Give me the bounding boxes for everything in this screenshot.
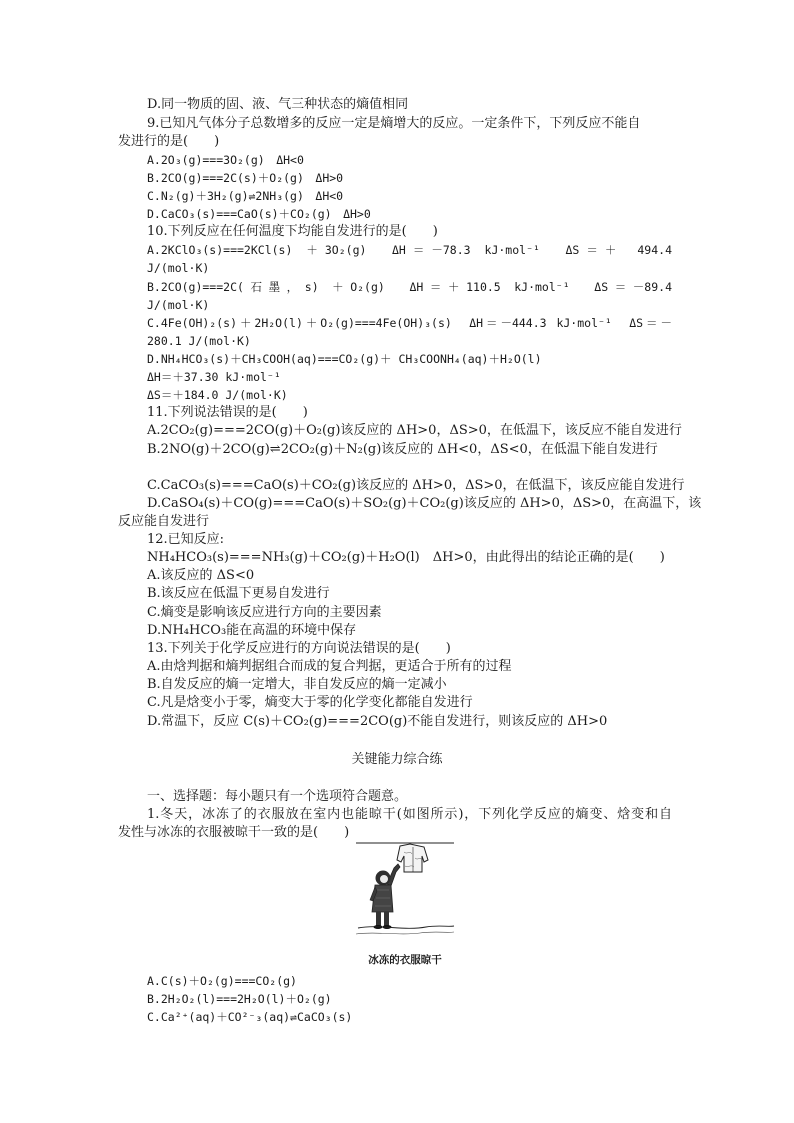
- person-icon: [370, 864, 400, 929]
- q12-option-a: A.该反应的 ΔS<0: [147, 568, 255, 583]
- q1-option-b: B.2H₂O₂(l)===2H₂O(l)＋O₂(g): [147, 992, 332, 1006]
- q13-stem: 13.下列关于化学反应进行的方向说法错误的是( ): [147, 641, 451, 656]
- q10-option-d-dh: ΔH＝＋37.30 kJ·mol⁻¹: [147, 370, 281, 384]
- q13-option-a: A.由焓判据和熵判据组合而成的复合判据，更适合于所有的过程: [147, 659, 512, 674]
- q10-stem: 10.下列反应在任何温度下均能自发进行的是( ): [147, 224, 438, 239]
- q1-option-c: C.Ca²⁺(aq)＋CO²⁻₃(aq)⇌CaCO₃(s): [147, 1010, 353, 1024]
- q12-option-c: C.熵变是影响该反应进行方向的主要因素: [147, 605, 382, 620]
- q12-option-b: B.该反应在低温下更易自发进行: [147, 586, 330, 601]
- q11-option-d-cont: 反应能自发进行: [118, 514, 210, 529]
- section-title: 关键能力综合练: [351, 752, 443, 767]
- q11-option-a: A.2CO₂(g)===2CO(g)＋O₂(g)该反应的 ΔH>0，ΔS>0，在低温下，该反应不能自发进行: [147, 423, 682, 438]
- q11-stem: 11.下列说法错误的是( ): [147, 405, 308, 420]
- q12-option-d: D.NH₄HCO₃能在高温的环境中保存: [147, 623, 357, 638]
- q11-option-d: D.CaSO₄(s)＋CO(g)===CaO(s)＋SO₂(g)＋CO₂(g)该反应的 ΔH>0，ΔS>0，在高温下，该: [147, 496, 702, 511]
- frozen-clothes-figure: [354, 838, 456, 968]
- figure-caption: 冰冻的衣服晾干: [368, 954, 442, 966]
- q10-option-b: B.2CO(g)===2C(石墨，s) ＋O₂(g) ΔH＝＋110.5 kJ·mol⁻¹ ΔS＝－89.4: [147, 280, 672, 294]
- q10-option-a: A.2KClO₃(s)===2KCl(s) ＋3O₂(g) ΔH＝－78.3 kJ·mol⁻¹ ΔS＝＋ 494.4: [147, 243, 672, 257]
- jacket-icon: [397, 844, 428, 872]
- q11-option-c: C.CaCO₃(s)===CaO(s)＋CO₂(g)该反应的 ΔH>0，ΔS>0，在低温下，该反应能自发进行: [147, 478, 685, 493]
- q1-stem-cont: 发性与冰冻的衣服被晾干一致的是( ): [118, 825, 350, 840]
- q10-option-b-cont: J/(mol·K): [147, 298, 210, 312]
- q12-stem: 12.已知反应:: [147, 532, 225, 547]
- q13-option-b: B.自发反应的熵一定增大，非自发反应的熵一定减小: [147, 677, 447, 692]
- q12-reaction: NH₄HCO₃(s)===NH₃(g)＋CO₂(g)＋H₂O(l) ΔH>0，由此得出的结论正确的是( ): [147, 550, 665, 565]
- q9-stem-cont: 发进行的是( ): [118, 134, 220, 149]
- q13-option-c: C.凡是焓变小于零，熵变大于零的化学变化都能自发进行: [147, 695, 473, 710]
- q9-option-d: D.CaCO₃(s)===CaO(s)＋CO₂(g) ΔH>0: [147, 207, 371, 221]
- q1-option-a: A.C(s)＋O₂(g)===CO₂(g): [147, 974, 297, 988]
- q9-stem: 9.已知凡气体分子总数增多的反应一定是熵增大的反应。一定条件下，下列反应不能自: [147, 116, 641, 131]
- q10-option-d: D.NH₄HCO₃(s)＋CH₃COOH(aq)===CO₂(g)＋ CH₃COONH₄(aq)＋H₂O(l): [147, 352, 542, 366]
- q9-option-c: C.N₂(g)＋3H₂(g)⇌2NH₃(g) ΔH<0: [147, 189, 344, 203]
- q10-option-c-cont: 280.1 J/(mol·K): [147, 334, 251, 348]
- q13-option-d: D.常温下，反应 C(s)＋CO₂(g)===2CO(g)不能自发进行，则该反应的 ΔH>0: [147, 714, 608, 729]
- q10-option-c: C.4Fe(OH)₂(s)＋2H₂O(l)＋O₂(g)===4Fe(OH)₃(s) ΔH＝－444.3 kJ·mol⁻¹ ΔS＝－: [147, 316, 672, 330]
- q10-option-d-ds: ΔS＝＋184.0 J/(mol·K): [147, 388, 288, 402]
- q11-option-b: B.2NO(g)＋2CO(g)⇌2CO₂(g)＋N₂(g)该反应的 ΔH<0，ΔS<0，在低温下能自发进行: [147, 442, 658, 457]
- q1-stem: 1.冬天，冰冻了的衣服放在室内也能晾干(如图所示)，下列化学反应的熵变、焓变和自: [147, 807, 672, 822]
- q8-option-d: D.同一物质的固、液、气三种状态的熵值相同: [147, 97, 409, 112]
- q9-option-b: B.2CO(g)===2C(s)＋O₂(g) ΔH>0: [147, 171, 344, 185]
- q9-option-a: A.2O₃(g)===3O₂(g) ΔH<0: [147, 153, 304, 167]
- part-instruction: 一、选择题：每小题只有一个选项符合题意。: [147, 789, 408, 804]
- q10-option-a-cont: J/(mol·K): [147, 261, 210, 275]
